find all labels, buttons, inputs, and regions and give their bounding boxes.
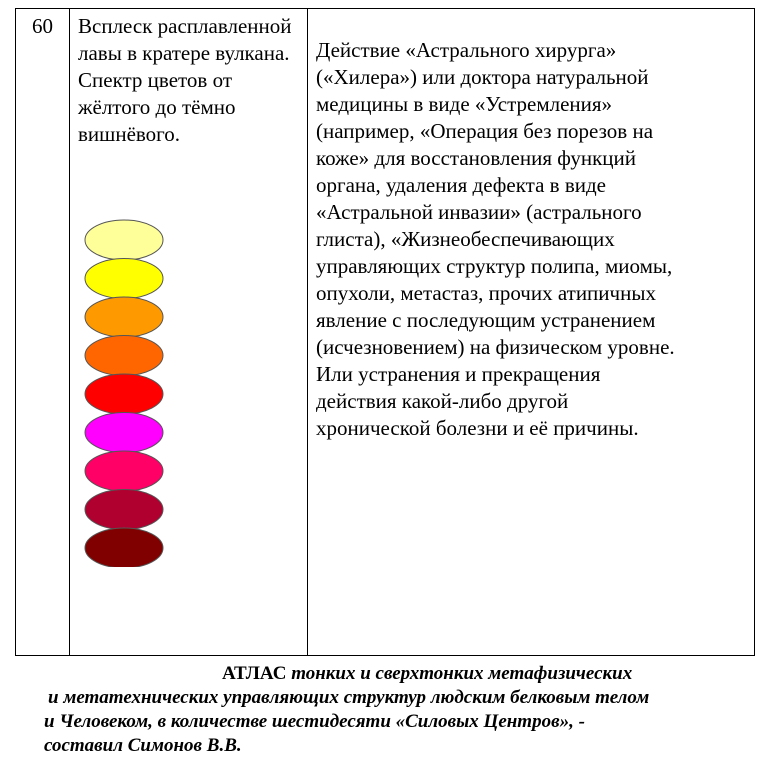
entry-number: 60 [32,14,53,38]
color-ellipse-yellow [85,259,163,299]
color-ellipse-dark-crimson [85,490,163,530]
atlas-title: АТЛАС [222,663,287,684]
atlas-table [15,8,755,656]
caption-line-4: составил Симонов В.В. [44,735,242,756]
caption-line-1 [222,662,632,686]
caption-line-2: и метатехнических управляющих структур людским белковым телом [48,687,650,708]
color-ellipse-crimson-pink [85,451,163,491]
color-spectrum-graphic [82,219,166,567]
caption-line-3: и Человеком, в количестве шестидесяти «Силовых Центров», - [44,711,585,732]
entry-description: Всплеск расплавленной лавы в кратере вулкана. Спектр цветов от жёлтого до тёмно вишнёвого. [78,14,292,146]
number-column [16,9,70,655]
description-column [70,9,308,655]
entry-action: Действие «Астрального хирурга» («Хилера») или доктора натуральной медицины в виде «Устремления» (например, «Операция без порезов на коже» для восстановления функций органа, удаления дефекта в виде «Астральной инвазии» (астрального глиста), «Жизнеобеспечивающих управляющих структур полипа, миомы, опухоли, метастаз, прочих атипичных явление с последующим устранением (исчезновением) на физическом уровне. Или устранения и прекращения действия какой-либо другой хронической болезни и её причины. [316,38,675,440]
color-spectrum [82,219,166,567]
color-ellipse-red [85,374,163,414]
caption-line-1-rest: тонких и сверхтонких метафизических [286,663,633,684]
color-ellipse-light-orange [85,297,163,337]
color-ellipse-dark-cherry [85,528,163,567]
color-ellipse-orange [85,336,163,376]
color-ellipse-pale-yellow [85,220,163,260]
color-ellipse-magenta [85,413,163,453]
